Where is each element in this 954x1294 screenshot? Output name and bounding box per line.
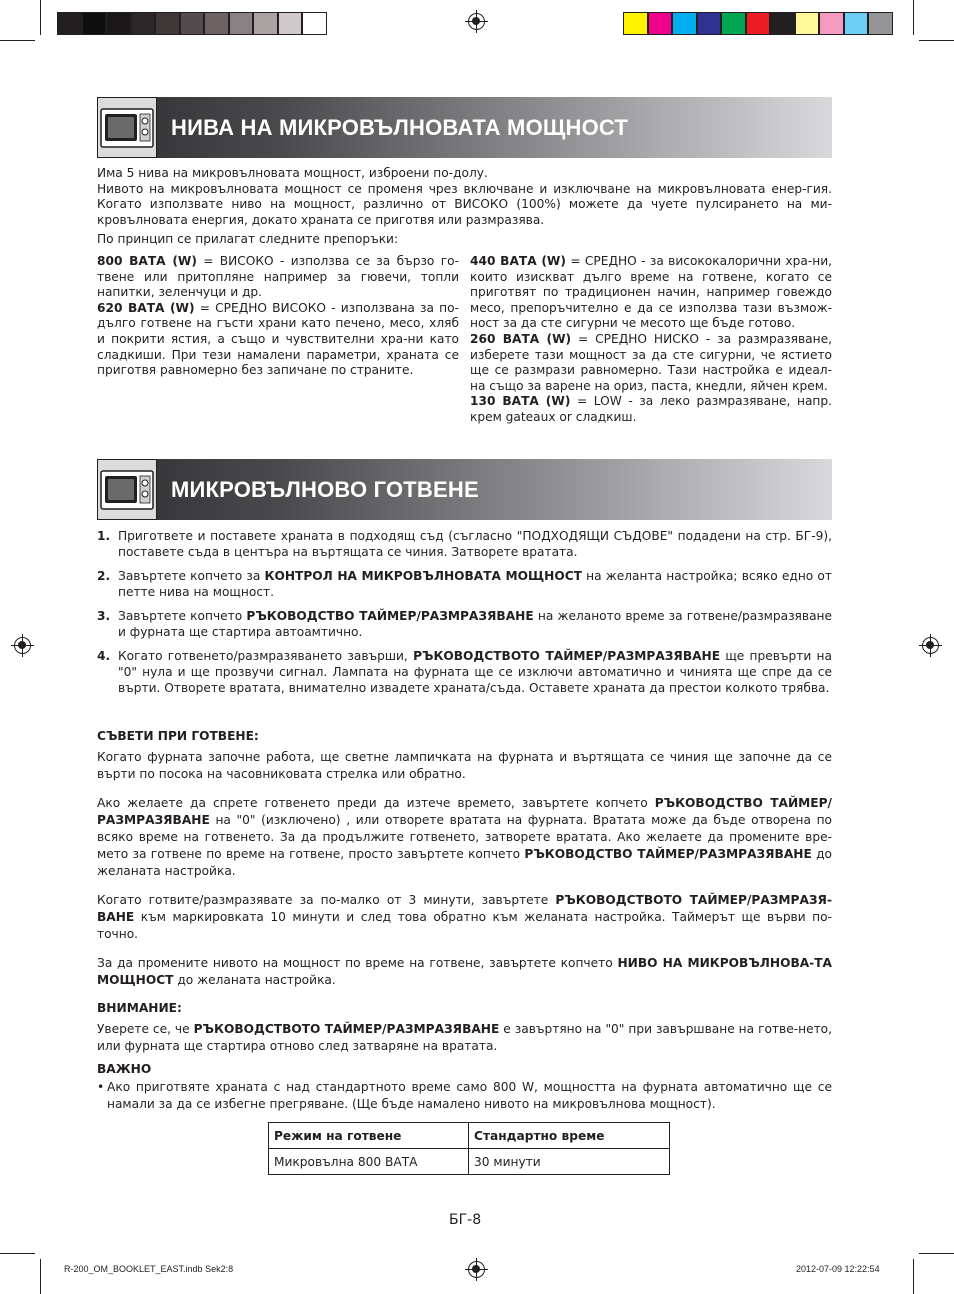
section-banner-microwave-cooking <box>97 459 832 520</box>
color-swatch <box>253 12 278 35</box>
power-level-item <box>470 394 832 425</box>
step-number: 4. <box>97 649 111 663</box>
color-swatch <box>57 12 82 35</box>
power-level-item <box>97 254 459 301</box>
tip-paragraph: Когато фурната започне работа, ще светне лампичката на фурната и въртящата се чиния ще започне да се върти по посока на часовниковата стрелка или обратно. <box>97 750 832 781</box>
crop-mark <box>919 40 954 41</box>
power-level-text: = СРЕДНО ВИСОКО - използвана за по-дълго готвене на гъсти храни като печено, месо, хляб и покрити ястия, а също и чувствителни хра-ни като сладкиши. При тези намалени параметри, храната се приготвя равномерно без запичане по страните. <box>97 300 459 378</box>
color-swatch <box>204 12 229 35</box>
step-number: 1. <box>97 529 111 543</box>
color-swatch <box>770 12 795 35</box>
power-level-label: 260 ВАТА (W) <box>470 331 572 346</box>
color-swatch <box>746 12 771 35</box>
step-text: на желаното време за готвене/размразяване и фурната ще стартира автоамтично. <box>118 609 833 639</box>
tip-emphasis: НИВО НА МИКРОВЪЛНОВА-ТА МОЩНОСТ <box>97 956 832 987</box>
warning-heading: ВНИМАНИЕ: <box>97 1001 182 1015</box>
power-level-text: = СРЕДНО НИСКО - за размразяване, изберете тази мощност за да сте сигурни, че ястието ще се размрази равномерно. Тази настройка е идеал-на също за варене на ориз, паста, кнедли, яйчен крем. <box>470 331 832 393</box>
color-swatch <box>672 12 697 35</box>
power-level-item <box>470 332 832 394</box>
step-number: 2. <box>97 569 111 583</box>
warning-emphasis: РЪКОВОДСТВОТО ТАЙМЕР/РАЗМРАЗЯВАНЕ <box>193 1022 500 1036</box>
step-text: Пригответе и поставете храната в подходящ съд (съгласно "ПОДХОДЯЩИ СЪДОВЕ" подадени на стр. БГ-9), поставете съда в центъра на въртящата се чиния. Затворете вратата. <box>118 529 832 559</box>
color-swatch <box>278 12 303 35</box>
crop-mark <box>0 40 35 41</box>
registration-mark-icon <box>14 637 31 654</box>
section-title: НИВА НА МИКРОВЪЛНОВАТА МОЩНОСТ <box>171 115 629 140</box>
color-swatch <box>131 12 156 35</box>
color-swatch <box>868 12 893 35</box>
color-swatch <box>819 12 844 35</box>
color-swatch <box>623 12 648 35</box>
step-text: Когато готвенето/размразяването завърши, <box>118 649 414 663</box>
important-heading: ВАЖНО <box>97 1062 152 1076</box>
cmyk-color-bar <box>623 12 893 35</box>
tip-text: Ако желаете да спрете готвенето преди да изтече времето, завъртете копчето <box>97 796 655 810</box>
color-swatch <box>82 12 107 35</box>
grayscale-color-bar <box>57 12 327 35</box>
crop-mark <box>40 0 41 35</box>
crop-mark <box>913 0 914 35</box>
power-level-item <box>470 254 832 332</box>
power-level-text: = LOW - за леко размразяване, напр. крем gateaux or сладкиш. <box>470 394 832 424</box>
power-level-label: 800 ВАТА (W) <box>97 254 197 268</box>
crop-mark <box>919 1253 954 1254</box>
bullet-icon: • <box>97 1080 105 1094</box>
power-levels-left-column <box>97 254 459 379</box>
microwave-oven-icon <box>97 97 157 158</box>
tip-text: За да промените нивото на мощност по време на готвене, завъртете копчето <box>97 956 618 970</box>
crop-mark <box>0 1253 35 1254</box>
power-level-text: = СРЕДНО - за висококалорични хра-ни, които изискват дълго време на готвене, когато се приготвят по традиционен начин, например говеждо месо, препоръчително е да се използва тази възмож-ност за да сте сигурни че месото ще бъде готово. <box>470 254 832 331</box>
tip-text: до желаната настройка. <box>97 847 832 878</box>
slug-timestamp: 2012-07-09 12:22:54 <box>796 1264 880 1274</box>
tip-text: на "0" (изключено) , или отворете вратата на фурната. Вратата може да бъде отворена по всяко време на готвенето. За да продължите готвенето, затворете вратата. Ако желаете да промените вре-мето за готвене по време на готвене, просто завъртете копчето <box>97 813 832 861</box>
warning-text: Уверете се, че <box>97 1022 194 1036</box>
table-header-cell <box>469 1123 670 1149</box>
page-number: БГ-8 <box>449 1212 482 1228</box>
list-item <box>97 568 832 600</box>
microwave-oven-icon <box>97 459 157 520</box>
tip-emphasis: РЪКОВОДСТВОТО ТАЙМЕР/РАЗМРАЗЯ-ВАНЕ <box>97 893 833 924</box>
intro-line: Има 5 нива на микровълновата мощност, изброени по-долу. <box>97 166 488 180</box>
crop-mark <box>913 1259 914 1294</box>
tip-paragraph <box>97 892 832 943</box>
list-item <box>97 528 832 560</box>
color-swatch <box>180 12 205 35</box>
tip-paragraph <box>97 955 832 989</box>
intro-paragraph: Нивото на микровълновата мощност се променя чрез включване и изключване на микровълновата енер-гия. Когато използвате ниво на мощност, различно от ВИСОКО (100%) можете да чуете пулсирането на ми-кровълновата енергия, докато храната се приготвя или размразява. <box>97 181 832 227</box>
color-swatch <box>155 12 180 35</box>
tips-heading: СЪВЕТИ ПРИ ГОТВЕНЕ: <box>97 729 259 743</box>
table-header-row <box>269 1123 670 1149</box>
cooking-steps-list <box>97 528 832 704</box>
color-swatch <box>106 12 131 35</box>
warning-paragraph <box>97 1021 832 1055</box>
table-row <box>269 1149 670 1175</box>
color-swatch <box>302 12 327 35</box>
principle-line: По принцип се прилагат следните препоръки: <box>97 232 399 247</box>
step-text: на желанта настройка; всяко едно от петте нива на мощност. <box>118 569 832 599</box>
registration-mark-icon <box>468 13 485 30</box>
tip-text: до желаната настройка. <box>173 973 336 987</box>
color-swatch <box>795 12 820 35</box>
power-levels-intro <box>97 166 832 248</box>
power-level-label: 130 ВАТА (W) <box>470 394 571 409</box>
table-header-text: Режим на готвене <box>274 1128 402 1143</box>
tip-text: към маркировката 10 минути и след това обратно към желаната настройка. Таймерът ще върви по-точно. <box>97 910 832 941</box>
color-swatch <box>721 12 746 35</box>
color-swatch <box>697 12 722 35</box>
section-banner-power-levels <box>97 97 832 158</box>
power-level-label: 440 ВАТА (W) <box>470 254 566 268</box>
important-text: Ако приготвяте храната с над стандартното време само 800 W, мощността на фурната автоматично ще се намали за да се избегне прегряване. (Ще бъде намалено нивото на микровълнова мощност). <box>107 1080 832 1111</box>
list-item <box>97 648 832 696</box>
registration-mark-icon <box>468 1261 485 1278</box>
important-bullet <box>97 1079 832 1113</box>
step-emphasis: КОНТРОЛ НА МИКРОВЪЛНОВАТА МОЩНОСТ <box>264 569 582 583</box>
tip-text: Когато готвите/размразявате за по-малко от 3 минути, завъртете <box>97 893 556 907</box>
power-levels-right-column <box>470 254 832 426</box>
step-number: 3. <box>97 609 111 623</box>
step-text: ще превърти на "0" нула и ще прозвучи сигнал. Лампата на фурната ще се изключи автоматично и чинията ще спре да се върти. Отворете вратата, внимателно извадете храната/съда. Оставете храната да престои колкото трябва. <box>118 649 832 695</box>
table-header-cell <box>269 1123 469 1149</box>
step-emphasis: РЪКОВОДСТВОТО ТАЙМЕР/РАЗМРАЗЯВАНЕ <box>413 649 721 663</box>
step-text: Завъртете копчето <box>118 609 247 623</box>
table-cell: 30 минути <box>469 1149 670 1175</box>
table-cell: Микровълна 800 ВАТА <box>269 1149 469 1175</box>
tip-emphasis: РЪКОВОДСТВО ТАЙМЕР/РАЗМРАЗЯВАНЕ <box>524 847 812 861</box>
slug-file-info: R-200_OM_BOOKLET_EAST.indb Sek2:8 <box>64 1264 234 1274</box>
tip-emphasis: РЪКОВОДСТВО ТАЙМЕР/ РАЗМРАЗЯВАНЕ <box>97 796 832 827</box>
color-swatch <box>648 12 673 35</box>
registration-mark-icon <box>922 637 939 654</box>
standard-time-table <box>268 1122 670 1175</box>
step-text: Завъртете копчето за <box>118 569 265 583</box>
power-level-text: = ВИСОКО - използва се за бързо го-твене или притопляне например за гювечи, топли напитки, зеленчуци и др. <box>97 254 459 300</box>
section-title: МИКРОВЪЛНОВО ГОТВЕНЕ <box>171 477 479 502</box>
tip-paragraph <box>97 795 832 880</box>
power-level-item <box>97 301 459 379</box>
color-swatch <box>229 12 254 35</box>
color-swatch <box>844 12 869 35</box>
power-level-label: 620 ВАТА (W) <box>97 300 195 315</box>
crop-mark <box>40 1259 41 1294</box>
step-emphasis: РЪКОВОДСТВО ТАЙМЕР/РАЗМРАЗЯВАНЕ <box>246 609 534 623</box>
warning-text: е завъртяно на "0" при завършване на готве-нето, или фурната ще стартира отново след затваряне на вратата. <box>97 1022 832 1053</box>
table-header-text: Стандартно време <box>474 1128 605 1143</box>
list-item <box>97 608 832 640</box>
